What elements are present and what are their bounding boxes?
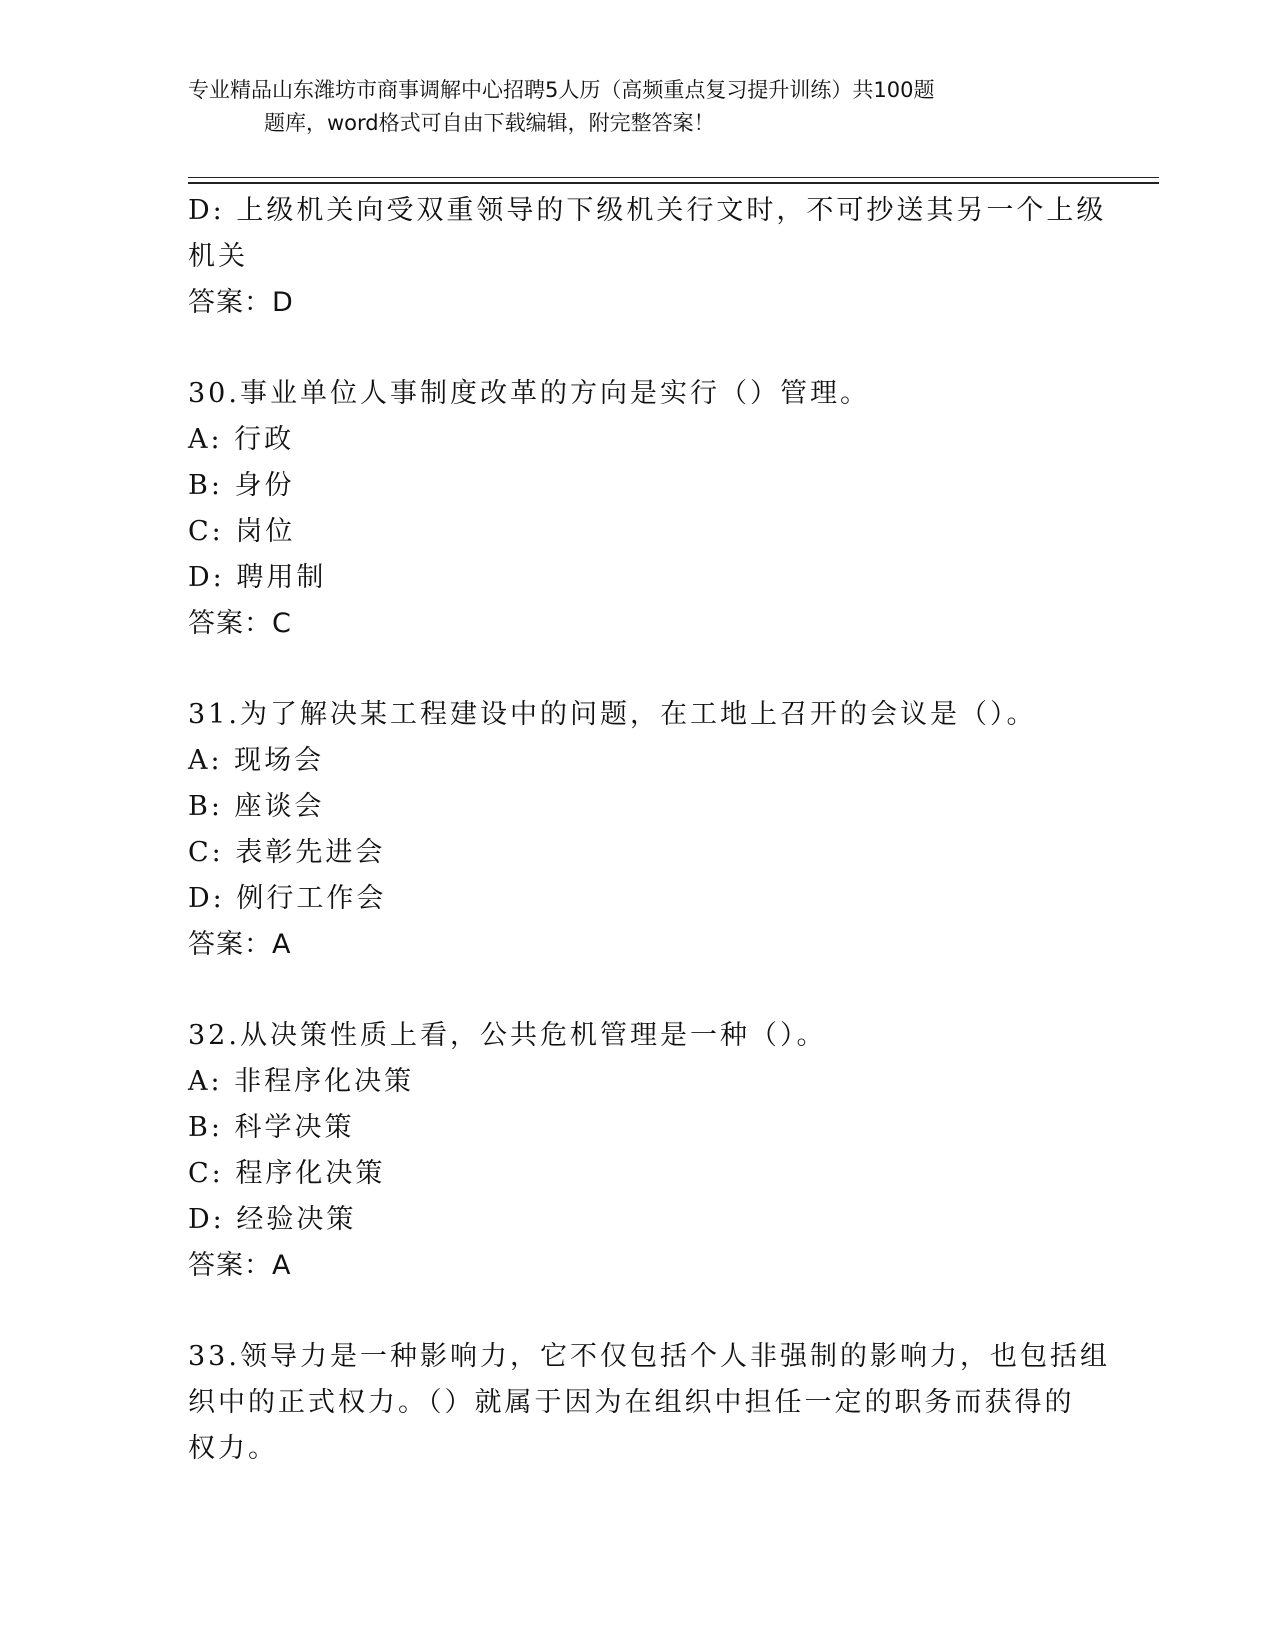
question-stem-line2: 织中的正式权力。（）就属于因为在组织中担任一定的职务而获得的 xyxy=(188,1387,1075,1418)
header-divider-thin xyxy=(188,177,1159,178)
option-d: D: 上级机关向受双重领导的下级机关行文时，不可抄送其另一个上级 xyxy=(188,195,1107,226)
option-b: B: 座谈会 xyxy=(188,791,325,822)
option-c: C: 岗位 xyxy=(188,516,296,547)
question-31 xyxy=(188,692,1088,968)
question-stem-line1: 33.领导力是一种影响力，它不仅包括个人非强制的影响力，也包括组 xyxy=(188,1341,1110,1372)
answer: 答案：C xyxy=(188,608,292,639)
question-stem: 32.从决策性质上看，公共危机管理是一种（）。 xyxy=(188,1020,827,1051)
option-a: A: 非程序化决策 xyxy=(188,1066,415,1097)
option-b: B: 科学决策 xyxy=(188,1112,355,1143)
question-32 xyxy=(188,1013,1088,1289)
document-body xyxy=(188,188,1110,1472)
option-c: C: 表彰先进会 xyxy=(188,837,386,868)
answer: 答案：A xyxy=(188,1250,292,1281)
question-30 xyxy=(188,371,1088,647)
answer: 答案：D xyxy=(188,287,294,318)
option-a: A: 行政 xyxy=(188,424,295,455)
option-d: D: 聘用制 xyxy=(188,562,327,593)
header-title-line2: 题库，word格式可自由下载编辑，附完整答案！ xyxy=(264,111,715,135)
question-29-tail xyxy=(188,188,1107,326)
option-a: A: 现场会 xyxy=(188,745,325,776)
option-c: C: 程序化决策 xyxy=(188,1158,386,1189)
question-stem: 30.事业单位人事制度改革的方向是实行（）管理。 xyxy=(188,378,870,409)
answer: 答案：A xyxy=(188,929,292,960)
option-b: B: 身份 xyxy=(188,470,295,501)
option-d-continued: 机关 xyxy=(188,241,248,272)
question-stem: 31.为了解决某工程建设中的问题，在工地上召开的会议是（）。 xyxy=(188,699,1037,730)
header-divider-thick xyxy=(188,182,1159,184)
page-header xyxy=(188,74,1088,140)
option-d: D: 经验决策 xyxy=(188,1204,357,1235)
option-d: D: 例行工作会 xyxy=(188,883,387,914)
question-stem-line3: 权力。 xyxy=(188,1433,278,1464)
header-title-line1: 专业精品山东潍坊市商事调解中心招聘5人历（高频重点复习提升训练）共100题 xyxy=(188,78,935,102)
question-33 xyxy=(188,1334,1110,1472)
